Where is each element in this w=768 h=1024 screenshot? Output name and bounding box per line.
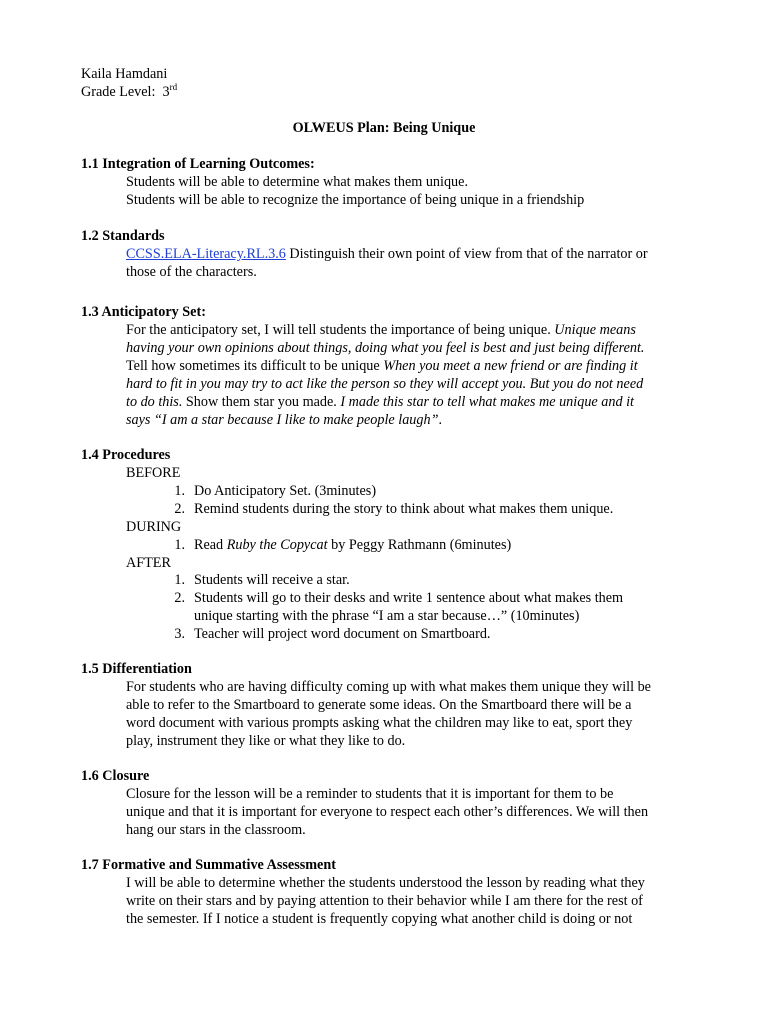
text-run: by Peggy Rathmann (6minutes) [327,537,512,553]
italic-run: When you meet a new friend or are finding it [383,358,638,374]
closure-line: unique and that it is important for everyone to respect each other’s differences. We will then [126,804,649,820]
author-name: Kaila Hamdani [81,66,168,82]
italic-run: to do this. [126,394,183,410]
differentiation-line: able to refer to the Smartboard to generate some ideas. On the Smartboard there will be a [126,697,632,713]
italic-run: having your own opinions about things, doing what you feel is best and just being different. [126,340,645,356]
grade-level [81,83,177,101]
section-1-3-heading: 1.3 Anticipatory Set: [81,304,206,320]
text-run: Tell how sometimes its difficult to be unique [126,358,384,374]
text-run: For the anticipatory set, I will tell students the importance of being unique. [126,322,555,338]
standards-line: those of the characters. [126,264,257,280]
anticipatory-line [126,321,636,339]
standards-line [126,245,648,263]
list-number: 2. [174,590,185,606]
standard-link[interactable]: CCSS.ELA-Literacy.RL.3.6 [126,246,286,262]
closure-line: hang our stars in the classroom. [126,822,306,838]
section-1-5-heading: 1.5 Differentiation [81,661,192,677]
italic-run: I made this star to tell what makes me unique and it [340,394,634,410]
list-item: Remind students during the story to think about what makes them unique. [194,501,614,517]
section-1-4-heading: 1.4 Procedures [81,447,171,463]
anticipatory-line [126,393,634,411]
anticipatory-line [126,411,442,429]
list-number: 2. [174,501,185,517]
differentiation-line: play, instrument they like or what they like to do. [126,733,406,749]
list-number: 1. [174,537,185,553]
list-item: Students will go to their desks and write 1 sentence about what makes them [194,590,624,606]
list-number: 1. [174,572,185,588]
anticipatory-line [126,357,638,375]
assessment-line: the semester. If I notice a student is frequently copying what another child is doing or not [126,911,633,927]
standard-description: Distinguish their own point of view from that of the narrator or [285,246,648,262]
text-run: Show them star you made. [182,394,341,410]
section-1-6-heading: 1.6 Closure [81,768,150,784]
anticipatory-line [126,339,644,357]
list-item [194,536,511,554]
assessment-line: I will be able to determine whether the students understood the lesson by reading what they [126,875,645,891]
book-title: Ruby the Copycat [226,537,328,553]
phase-label-during: DURING [126,519,182,535]
grade-label: Grade Level: [81,84,156,100]
italic-run: hard to fit in you may try to act like the person so they will accept you. But you do not need [126,376,644,392]
text-run: Read [194,537,227,553]
phase-label-before: BEFORE [126,465,181,481]
grade-superscript: rd [169,82,178,92]
document-title: OLWEUS Plan: Being Unique [292,120,476,136]
list-number: 3. [174,626,185,642]
differentiation-line: For students who are having difficulty coming up with what makes them unique they will be [126,679,651,695]
outcome-line: Students will be able to recognize the importance of being unique in a friendship [126,192,585,208]
closure-line: Closure for the lesson will be a reminder to students that it is important for them to be [126,786,614,802]
list-number: 1. [174,483,185,499]
list-item-continuation: unique starting with the phrase “I am a star because…” (10minutes) [194,608,580,624]
section-1-1-heading: 1.1 Integration of Learning Outcomes: [81,156,315,172]
phase-label-after: AFTER [126,555,171,571]
section-1-2-heading: 1.2 Standards [81,228,165,244]
grade-value: 3 [162,84,170,100]
italic-run: says “I am a star because I like to make people laugh” [126,412,439,428]
assessment-line: write on their stars and by paying attention to their behavior while I am there for the rest of [126,893,643,909]
list-item: Do Anticipatory Set. (3minutes) [194,483,377,499]
list-item: Students will receive a star. [194,572,350,588]
italic-run: Unique means [554,322,636,338]
list-item: Teacher will project word document on Smartboard. [194,626,491,642]
differentiation-line: word document with various prompts asking what the children may like to eat, sport they [126,715,633,731]
outcome-line: Students will be able to determine what makes them unique. [126,174,468,190]
anticipatory-line [126,375,643,393]
section-1-7-heading: 1.7 Formative and Summative Assessment [81,857,336,873]
text-run: . [438,412,443,428]
